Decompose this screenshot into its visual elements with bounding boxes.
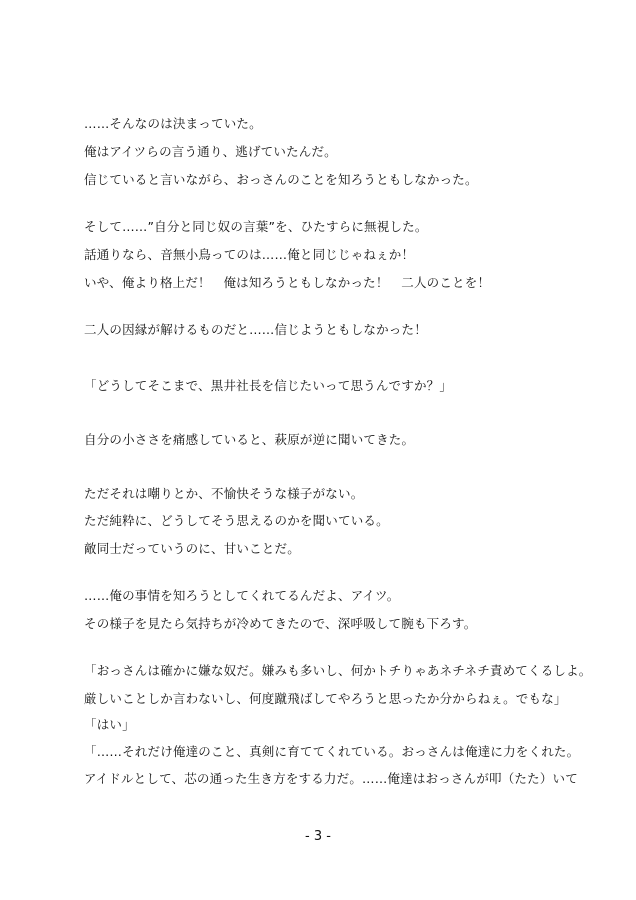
dialogue-line: 「どうしてそこまで、黒井社長を信じたいって思うんですか？」 bbox=[84, 378, 453, 393]
text-line: ただそれは嘲りとか、不愉快そうな様子がない。 bbox=[84, 486, 364, 501]
text-line: その様子を見たら気持ちが冷めてきたので、深呼吸して腕も下ろす。 bbox=[84, 616, 477, 631]
text-line: 話通りなら、音無小鳥ってのは……俺と同じじゃねぇか！ bbox=[84, 247, 415, 262]
text-line: そして……”自分と同じ奴の言葉”を、ひたすらに無視した。 bbox=[84, 219, 428, 234]
dialogue-line: 「はい」 bbox=[84, 717, 135, 732]
dialogue-line: 「おっさんは確かに嫌な奴だ。嫌みも多いし、何かトチりゃあネチネチ責めてくるしよ。 bbox=[84, 663, 592, 678]
text-line: ……そんなのは決まっていた。 bbox=[84, 116, 262, 131]
text-line: 二人の因縁が解けるものだと……信じようともしなかった！ bbox=[84, 322, 427, 337]
text-line: 敵同士だっていうのに、甘いことだ。 bbox=[84, 541, 300, 556]
text-line: 俺はアイツらの言う通り、逃げていたんだ。 bbox=[84, 144, 337, 159]
text-line: 自分の小ささを痛感していると、萩原が逆に聞いてきた。 bbox=[84, 432, 415, 447]
text-line: 信じていると言いながら、おっさんのことを知ろうともしなかった。 bbox=[84, 172, 478, 187]
text-line: いや、俺より格上だ！ 俺は知ろうともしなかった！ 二人のことを！ bbox=[84, 275, 491, 290]
text-line: ……俺の事情を知ろうとしてくれてるんだよ、アイツ。 bbox=[84, 588, 400, 603]
page-number: - 3 - bbox=[305, 829, 331, 844]
dialogue-line: アイドルとして、芯の通った生き方をする力だ。……俺達はおっさんが叩（たた）いて bbox=[84, 771, 578, 786]
dialogue-line: 「……それだけ俺達のこと、真剣に育ててくれている。おっさんは俺達に力をくれた。 bbox=[84, 744, 580, 759]
dialogue-line: 厳しいことしか言わないし、何度蹴飛ばしてやろうと思ったか分からねぇ。でもな」 bbox=[84, 691, 567, 706]
text-line: ただ純粋に、どうしてそう思えるのかを聞いている。 bbox=[84, 513, 389, 528]
